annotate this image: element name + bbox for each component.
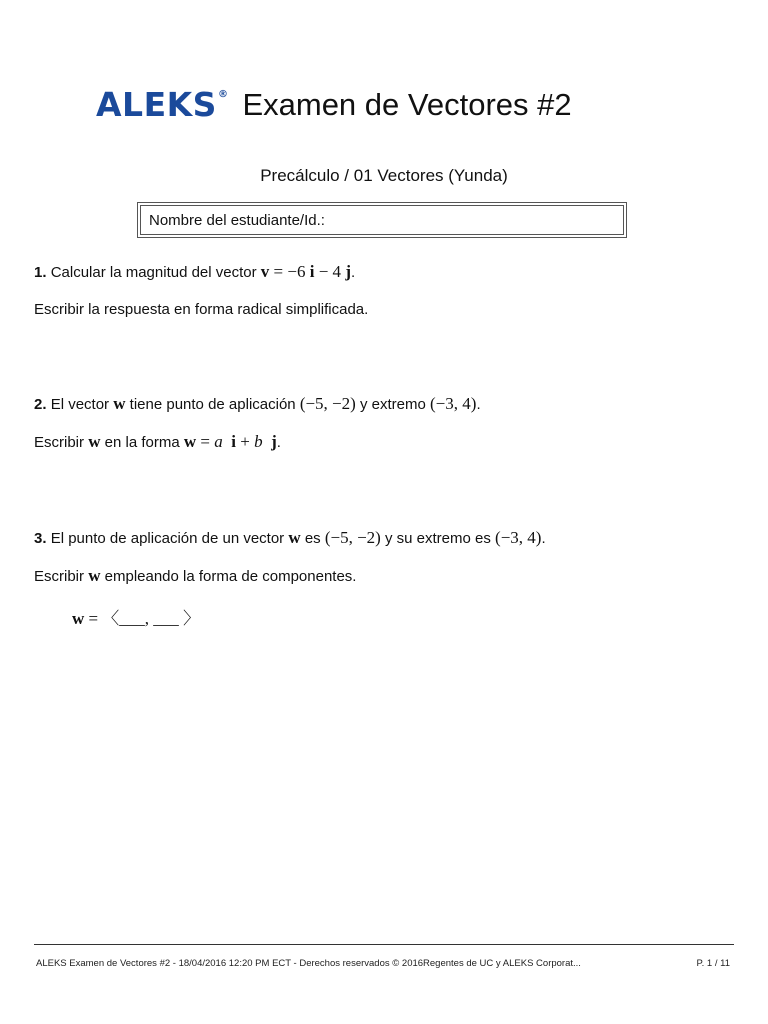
page-title: Examen de Vectores #2 (242, 86, 572, 122)
component-form-answer: w = 〈___, ___ 〉 (72, 609, 201, 628)
student-name-label: Nombre del estudiante/Id.: (140, 205, 624, 235)
initial-point: (−5, −2) (299, 394, 356, 413)
vector-symbol: v (260, 262, 270, 281)
question-2-instruction: Escribir w en la forma w = a i + b j. (34, 432, 281, 451)
terminal-point: (−3, 4) (495, 528, 542, 547)
question-1-instruction: Escribir la respuesta en forma radical simplificada. (34, 301, 369, 318)
question-number: 2. (34, 396, 47, 413)
initial-point: (−5, −2) (324, 528, 381, 547)
course-subtitle: Precálculo / 01 Vectores (Yunda) (260, 166, 508, 185)
vector-symbol: w (288, 528, 301, 547)
vector-expression: = −6 i − 4 j (269, 262, 351, 281)
aleks-logo: ALEKS® (96, 84, 229, 124)
question-1: 1. Calcular la magnitud del vector v = −6 i − 4 j. (34, 262, 356, 281)
question-prompt: Calcular la magnitud del vector (50, 264, 257, 281)
terminal-point: (−3, 4) (430, 394, 477, 413)
page-number: P. 1 / 11 (696, 958, 730, 969)
answer-blanks: = 〈___, ___ 〉 (88, 609, 201, 628)
vector-symbol: w (113, 394, 126, 413)
question-3-instruction: Escribir w empleando la forma de componentes. (34, 566, 357, 585)
form-expression: w = a i + b j (183, 432, 277, 451)
footer-text: ALEKS Examen de Vectores #2 - 18/04/2016 12:20 PM ECT - Derechos reservados © 2016Regentes de UC y ALEKS Corporat... (36, 958, 581, 969)
page-header (96, 84, 572, 124)
question-3: 3. El punto de aplicación de un vector w es (−5, −2) y su extremo es (−3, 4). (34, 528, 546, 547)
question-number: 1. (34, 264, 47, 281)
footer-divider (34, 944, 734, 945)
question-number: 3. (34, 530, 47, 547)
student-name-box (137, 202, 627, 238)
question-2: 2. El vector w tiene punto de aplicación (−5, −2) y extremo (−3, 4). (34, 394, 481, 413)
